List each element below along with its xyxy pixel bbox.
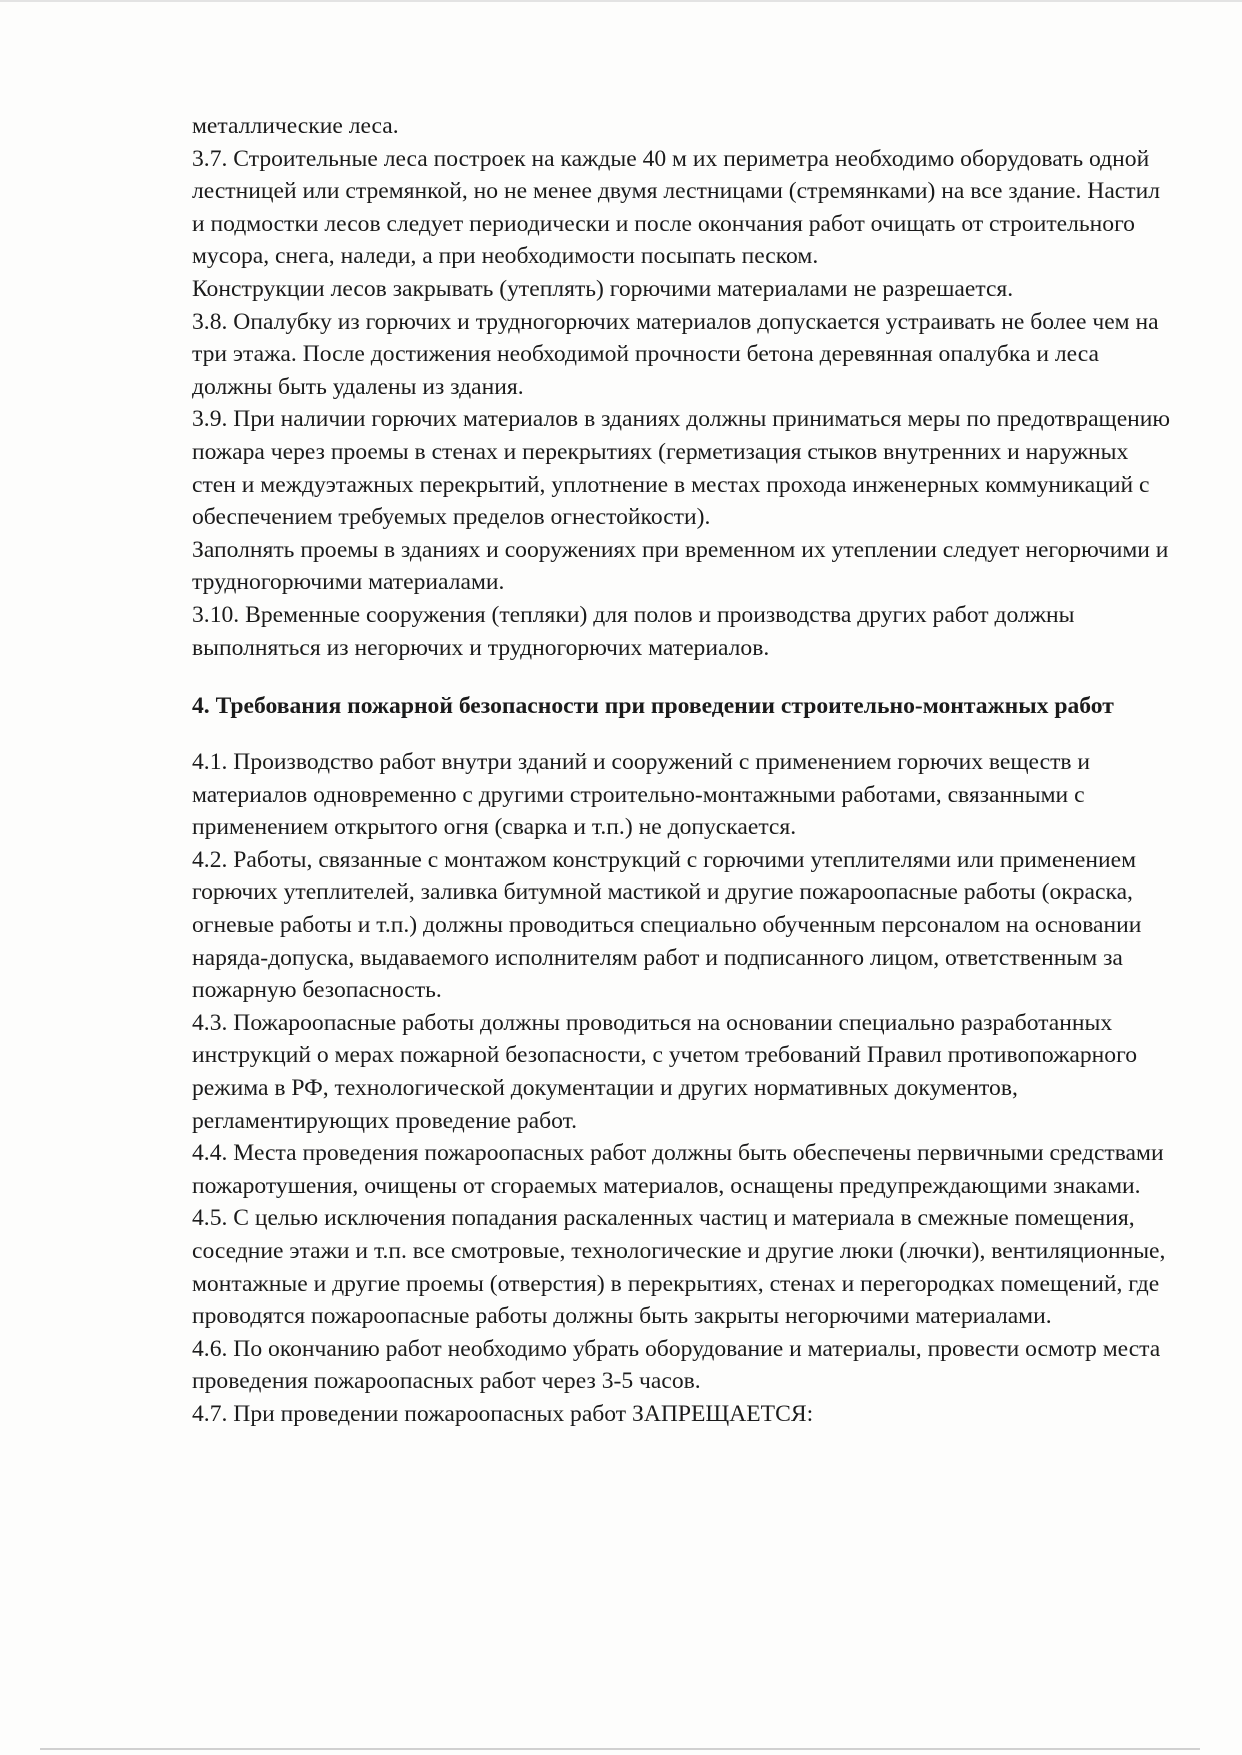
paragraph: 4.7. При проведении пожароопасных работ ЗАПРЕЩАЕТСЯ:: [192, 1400, 814, 1427]
paragraph: 3.10. Временные сооружения (тепляки) для полов и производства других работ должны выполняться из негорючих и трудногорючих материалов.: [192, 601, 1075, 661]
paragraph: 4.6. По окончанию работ необходимо убрать оборудование и материалы, провести осмотр места проведения пожароопасных работ через 3-5 часов.: [192, 1335, 1161, 1395]
paragraph: 3.8. Опалубку из горючих и трудногорючих материалов допускается устраивать не более чем на три этажа. После достижения необходимой прочности бетона деревянная опалубка и леса должны быть удалены из здания.: [192, 308, 1159, 400]
paragraph: 4.1. Производство работ внутри зданий и сооружений с применением горючих веществ и материалов одновременно с другими строительно-монтажными работами, связанными с применением открытого огня (сварка и т.п.) не допускается.: [192, 749, 1091, 841]
paragraph: Заполнять проемы в зданиях и сооружениях при временном их утеплении следует негорючими и трудногорючими материалами.: [192, 536, 1169, 596]
scan-bottom-line: [40, 1748, 1200, 1750]
paragraph: 4.5. С целью исключения попадания раскаленных частиц и материала в смежные помещения, соседние этажи и т.п. все смотровые, технологические и другие люки (лючки), вентиляционные, монтажные и другие проемы (отверстия) в перекрытиях, стенах и перегородках помещений, где проводятся пожароопасные работы должны быть закрыты негорючими материалами.: [192, 1205, 1166, 1330]
section-heading: 4. Требования пожарной безопасности при проведении строительно-монтажных работ: [192, 693, 1114, 720]
paragraph: металлические леса.: [192, 113, 399, 139]
paragraph: 4.2. Работы, связанные с монтажом конструкций с горючими утеплителями или применением горючих утеплителей, заливка битумной мастикой и другие пожароопасные работы (окраска, огневые работы и т.п.) должны проводиться специально обученным персоналом на основании наряда-допуска, выдаваемого исполнителям работ и подписанного лицом, ответственным за пожарную безопасность.: [192, 846, 1142, 1004]
paragraph: 3.7. Строительные леса построек на каждые 40 м их периметра необходимо оборудовать одной лестницей или стремянкой, но не менее двумя лестницами (стремянками) на все здание. Настил и подмостки лесов следует периодически и после окончания работ очищать от строительного мусора, снега, наледи, а при необходимости посыпать песком.: [192, 145, 1160, 270]
paragraph: 4.3. Пожароопасные работы должны проводиться на основании специально разработанных инструкций о мерах пожарной безопасности, с учетом требований Правил противопожарного режима в РФ, технологической документации и других нормативных документов, регламентирующих проведение работ.: [192, 1009, 1137, 1134]
paragraph: Конструкции лесов закрывать (утеплять) горючими материалами не разрешается.: [192, 275, 1014, 302]
paragraph: 4.4. Места проведения пожароопасных работ должны быть обеспечены первичными средствами пожаротушения, очищены от сгораемых материалов, оснащены предупреждающими знаками.: [192, 1140, 1164, 1199]
document-body: [192, 110, 1177, 1431]
paragraph: 3.9. При наличии горючих материалов в зданиях должны приниматься меры по предотвращению пожара через проемы в стенах и перекрытиях (герметизация стыков внутренних и наружных стен и междуэтажных перекрытий, уплотнение в местах прохода инженерных коммуникаций с обеспечением требуемых пределов огнестойкости).: [192, 406, 1171, 531]
scan-edge-shadow: [0, 0, 1242, 2]
